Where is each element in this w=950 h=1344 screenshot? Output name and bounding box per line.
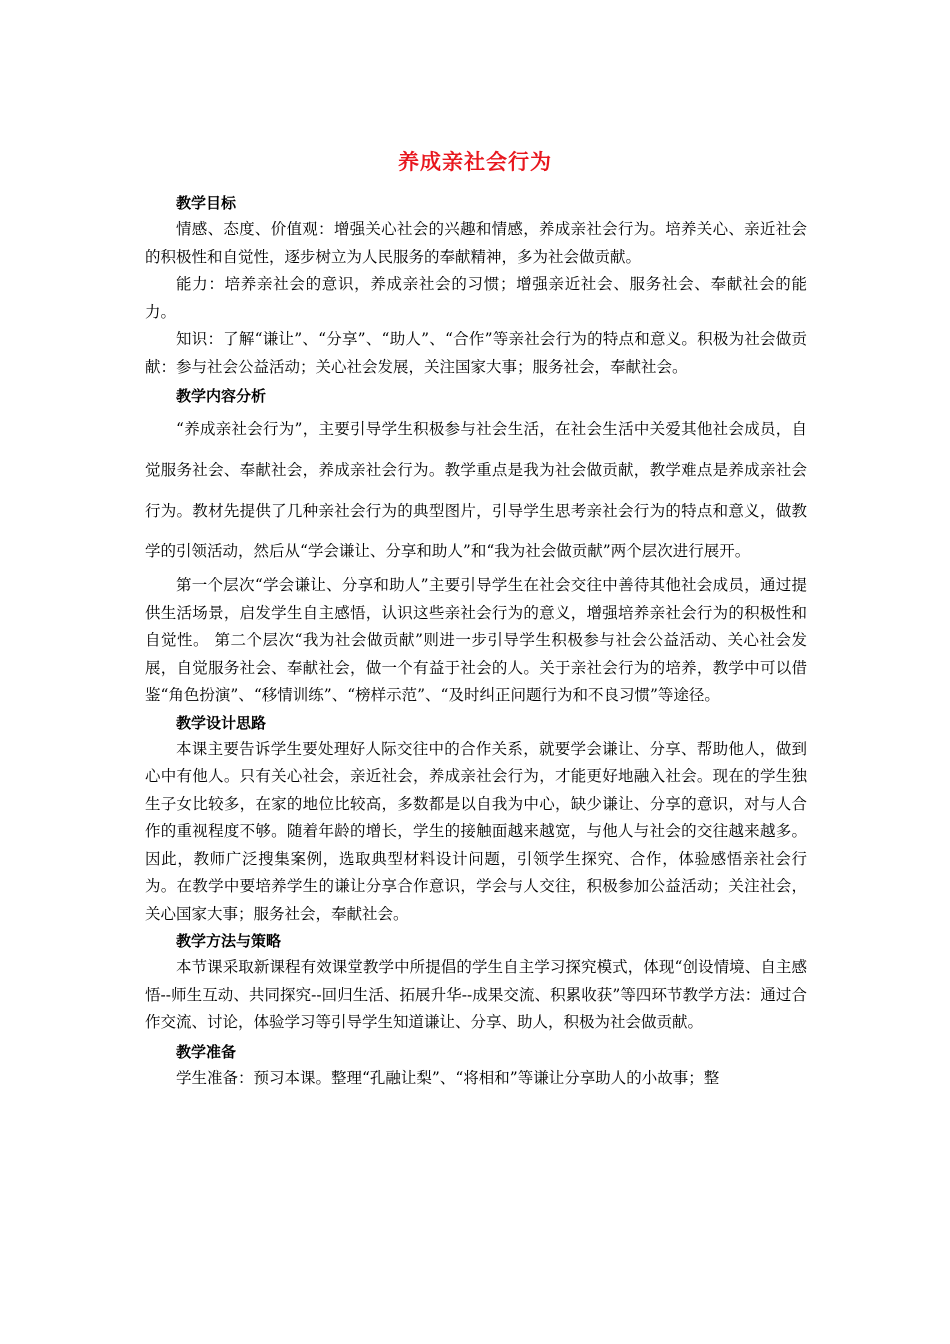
preparation-paragraph: 学生准备：预习本课。整理“孔融让梨”、“将相和”等谦让分享助人的小故事；整: [176, 1068, 720, 1087]
heading-methods-strategies: 教学方法与策略: [176, 932, 282, 951]
document-title: 养成亲社会行为: [398, 150, 552, 174]
goals-knowledge-paragraph: 知识：了解“谦让”、“分享”、“助人”、“合作”等亲社会行为的特点和意义。积极为社会做贡献：参与社会公益活动；关心社会发展，关注国家大事；服务社会，奉献社会。: [145, 330, 807, 376]
methods-paragraph: 本节课采取新课程有效课堂教学中所提倡的学生自主学习探究模式，体现“创设情境、自主感悟--师生互动、共同探究--回归生活、拓展升华--成果交流、积累收获”等四环节教学方法：通过合作交流、讨论，体验学习等引导学生知道谦让、分享、助人，积极为社会做贡献。: [145, 958, 807, 1032]
heading-content-analysis: 教学内容分析: [176, 387, 267, 405]
goals-emotion-paragraph: 情感、态度、价值观：增强关心社会的兴趣和情感，养成亲社会行为。培养关心、亲近社会的积极性和自觉性，逐步树立为人民服务的奉献精神，多为社会做贡献。: [145, 220, 807, 266]
document-body: [145, 190, 807, 1092]
design-paragraph: 本课主要告诉学生要处理好人际交往中的合作关系，就要学会谦让、分享、帮助他人，做到心中有他人。只有关心社会，亲近社会，养成亲社会行为，才能更好地融入社会。现在的学生独生子女比较多，在家的地位比较高，多数都是以自我为中心，缺少谦让、分享的意识，对与人合作的重视程度不够。随着年龄的增长，学生的接触面越来越宽，与他人与社会的交往越来越多。因此，教师广泛搜集案例，选取典型材料设计问题，引领学生探究、合作，体验感悟亲社会行为。在教学中要培养学生的谦让分享合作意识，学会与人交往，积极参加公益活动；关注社会，关心国家大事；服务社会，奉献社会。: [145, 739, 807, 923]
goals-ability-paragraph: 能力：培养亲社会的意识，养成亲社会的习惯；增强亲近社会、服务社会、奉献社会的能力。: [145, 275, 807, 321]
analysis-paragraph-2: 第一个层次“学会谦让、分享和助人”主要引导学生在社会交往中善待其他社会成员，通过提供生活场景，启发学生自主感悟，认识这些亲社会行为的意义，增强培养亲社会行为的积极性和自觉性。 第二个层次“我为社会做贡献”则进一步引导学生积极参与社会公益活动、关心社会发展，自觉服务社会、奉献社会，做一个有益于社会的人。关于亲社会行为的培养，教学中可以借鉴“角色扮演”、“移情训练”、“榜样示范”、“及时纠正问题行为和不良习惯”等途径。: [145, 576, 807, 705]
heading-teaching-goals: 教学目标: [176, 194, 237, 212]
heading-design-ideas: 教学设计思路: [176, 713, 267, 732]
heading-preparation: 教学准备: [176, 1042, 237, 1061]
analysis-paragraph-1: “养成亲社会行为”，主要引导学生积极参与社会生活，在社会生活中关爱其他社会成员，自觉服务社会、奉献社会，养成亲社会行为。教学重点是我为社会做贡献，教学难点是养成亲社会行为。教材先提供了几种亲社会行为的典型图片，引导学生思考亲社会行为的特点和意义，做教学的引领活动，然后从“学会谦让、分享和助人”和“我为社会做贡献”两个层次进行展开。: [145, 420, 807, 561]
